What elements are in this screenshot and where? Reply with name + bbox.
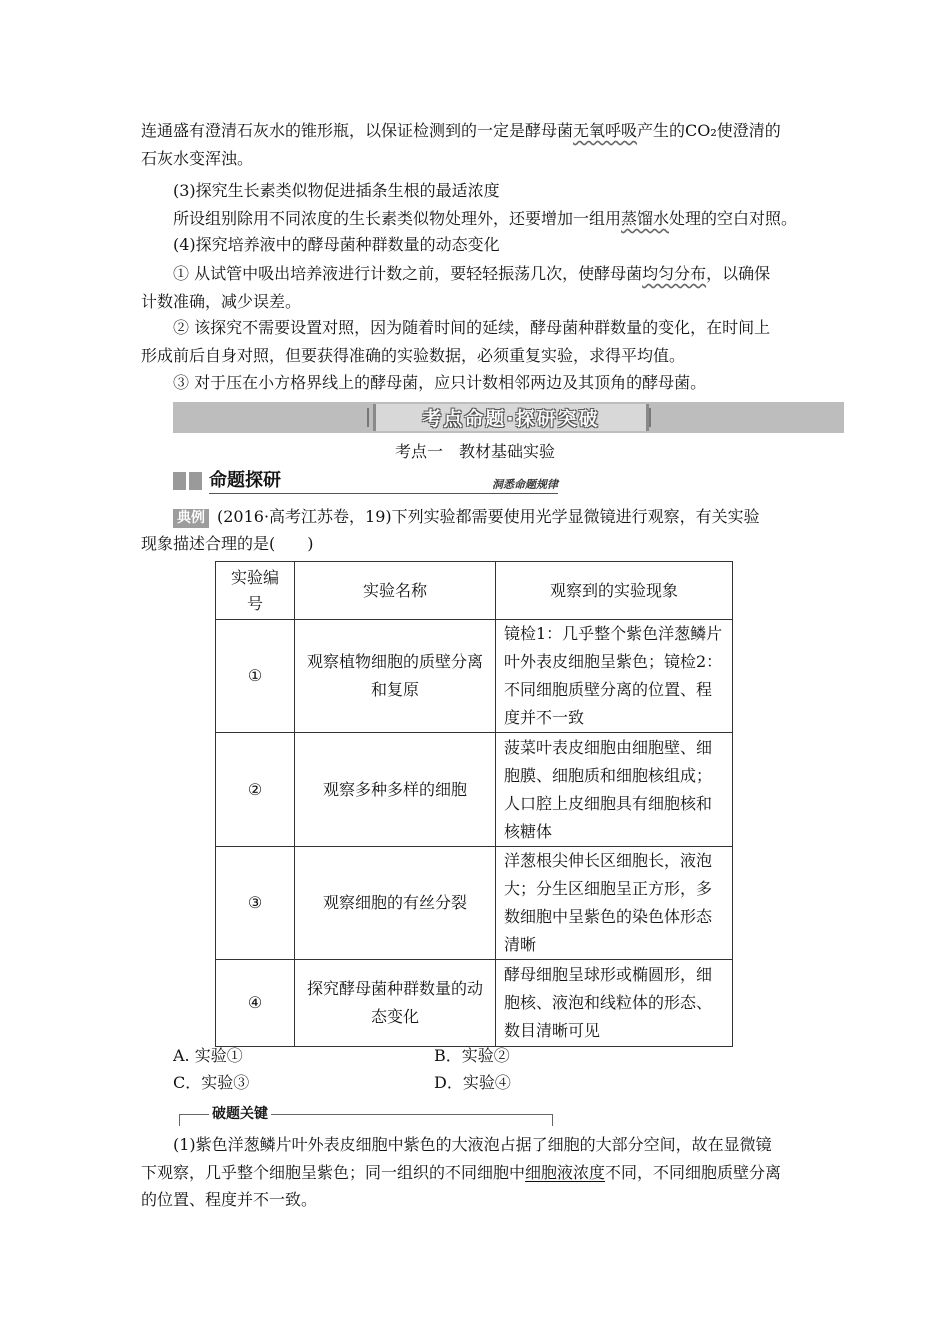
section-rule <box>209 493 558 494</box>
emphasis-text: 无氧呼吸 <box>573 121 638 140</box>
table-cell-num: ④ <box>216 960 295 1047</box>
table-cell-phenomenon: 镜检1：几乎整个紫色洋葱鳞片叶外表皮细胞呈紫色；镜检2：不同细胞质壁分离的位置、程度并不一致 <box>496 620 733 733</box>
paragraph-line <box>173 261 770 287</box>
text: 下观察，几乎整个细胞呈紫色；同一组织的不同细胞中 <box>141 1163 526 1182</box>
table-cell-name: 观察植物细胞的质壁分离和复原 <box>295 620 496 733</box>
table-cell-num: ② <box>216 733 295 847</box>
emphasis-text: 蒸馏水 <box>621 209 670 228</box>
table-cell-name: 探究酵母菌种群数量的动态变化 <box>295 960 496 1047</box>
text: 产生的CO₂使澄清的 <box>637 121 781 140</box>
text: ，以确保 <box>706 264 771 283</box>
text: ① 从试管中吸出培养液进行计数之前，要轻轻振荡几次，使酵母菌 <box>173 264 643 283</box>
section-header <box>173 468 558 494</box>
square-icon <box>189 472 202 490</box>
example-line: 现象描述合理的是( ) <box>141 534 314 553</box>
paragraph-line <box>141 118 781 144</box>
paragraph-line: ② 该探究不需要设置对照，因为随着时间的延续，酵母菌种群数量的变化，在时间上 <box>173 318 771 337</box>
table-header-row <box>216 562 733 620</box>
table-header-cell: 观察到的实验现象 <box>496 562 733 620</box>
banner-tick <box>367 408 369 427</box>
table-row <box>216 960 733 1047</box>
underlined-text: 细胞液浓度 <box>525 1163 606 1182</box>
option-a[interactable]: A. 实验① <box>173 1046 243 1065</box>
banner-title: 考点命题·探研突破 <box>422 408 600 430</box>
table-row <box>216 620 733 733</box>
table-cell-name: 观察细胞的有丝分裂 <box>295 847 496 960</box>
table-row <box>216 733 733 847</box>
item-heading: (4)探究培养液中的酵母菌种群数量的动态变化 <box>173 235 500 254</box>
key-line: (1)紫色洋葱鳞片叶外表皮细胞中紫色的大液泡占据了细胞的大部分空间，故在显微镜 <box>173 1135 772 1154</box>
paragraph-line: 石灰水变浑浊。 <box>141 149 254 168</box>
text: 连通盛有澄清石灰水的锥形瓶，以保证检测到的一定是酵母菌 <box>141 121 574 140</box>
topic-title: 考点一 教材基础实验 <box>394 442 555 461</box>
table-row <box>216 847 733 960</box>
experiment-table <box>215 561 733 1047</box>
banner-tick <box>649 408 651 427</box>
table-cell-phenomenon: 洋葱根尖伸长区细胞长，液泡大；分生区细胞呈正方形，多数细胞中呈紫色的染色体形态清晰 <box>496 847 733 960</box>
option-d[interactable]: D．实验④ <box>434 1073 511 1092</box>
bracket-tick <box>552 1114 553 1126</box>
banner-plate <box>373 404 649 431</box>
text: 所设组别除用不同浓度的生长素类似物处理外，还要增加一组用 <box>173 209 622 228</box>
table-header-cell: 实验名称 <box>295 562 496 620</box>
emphasis-text: 均匀分布 <box>642 264 707 283</box>
paragraph-line: ③ 对于压在小方格界线上的酵母菌，应只计数相邻两边及其顶角的酵母菌。 <box>173 373 707 392</box>
text: (2016·高考江苏卷，19)下列实验都需要使用光学显微镜进行观察，有关实验 <box>217 507 760 526</box>
text: 不同，不同细胞质壁分离 <box>605 1163 782 1182</box>
key-header <box>173 1104 553 1126</box>
text: 处理的空白对照。 <box>669 209 798 228</box>
table-cell-num: ③ <box>216 847 295 960</box>
paragraph-line: 形成前后自身对照，但要获得准确的实验数据，必须重复实验，求得平均值。 <box>141 346 686 365</box>
example-line <box>173 504 760 530</box>
table-header-cell: 实验编号 <box>216 562 295 620</box>
key-label: 破题关键 <box>209 1104 271 1124</box>
section-subtitle: 洞悉命题规律 <box>492 478 558 491</box>
table-cell-phenomenon: 菠菜叶表皮细胞由细胞壁、细胞膜、细胞质和细胞核组成；人口腔上皮细胞具有细胞核和核糖体 <box>496 733 733 847</box>
bracket-tick <box>179 1114 180 1126</box>
option-c[interactable]: C．实验③ <box>173 1073 250 1092</box>
key-line <box>141 1160 781 1186</box>
key-line: 的位置、程度并不一致。 <box>141 1190 318 1209</box>
section-banner <box>173 402 844 433</box>
item-heading: (3)探究生长素类似物促进插条生根的最适浓度 <box>173 181 500 200</box>
example-badge: 典例 <box>173 509 209 528</box>
section-title: 命题探研 <box>209 470 281 491</box>
paragraph-line: 计数准确，减少误差。 <box>141 292 302 311</box>
table-cell-name: 观察多种多样的细胞 <box>295 733 496 847</box>
option-b[interactable]: B．实验② <box>434 1046 510 1065</box>
paragraph-line <box>173 206 797 232</box>
table-cell-phenomenon: 酵母细胞呈球形或椭圆形，细胞核、液泡和线粒体的形态、数目清晰可见 <box>496 960 733 1047</box>
table-cell-num: ① <box>216 620 295 733</box>
square-icon <box>173 472 186 490</box>
